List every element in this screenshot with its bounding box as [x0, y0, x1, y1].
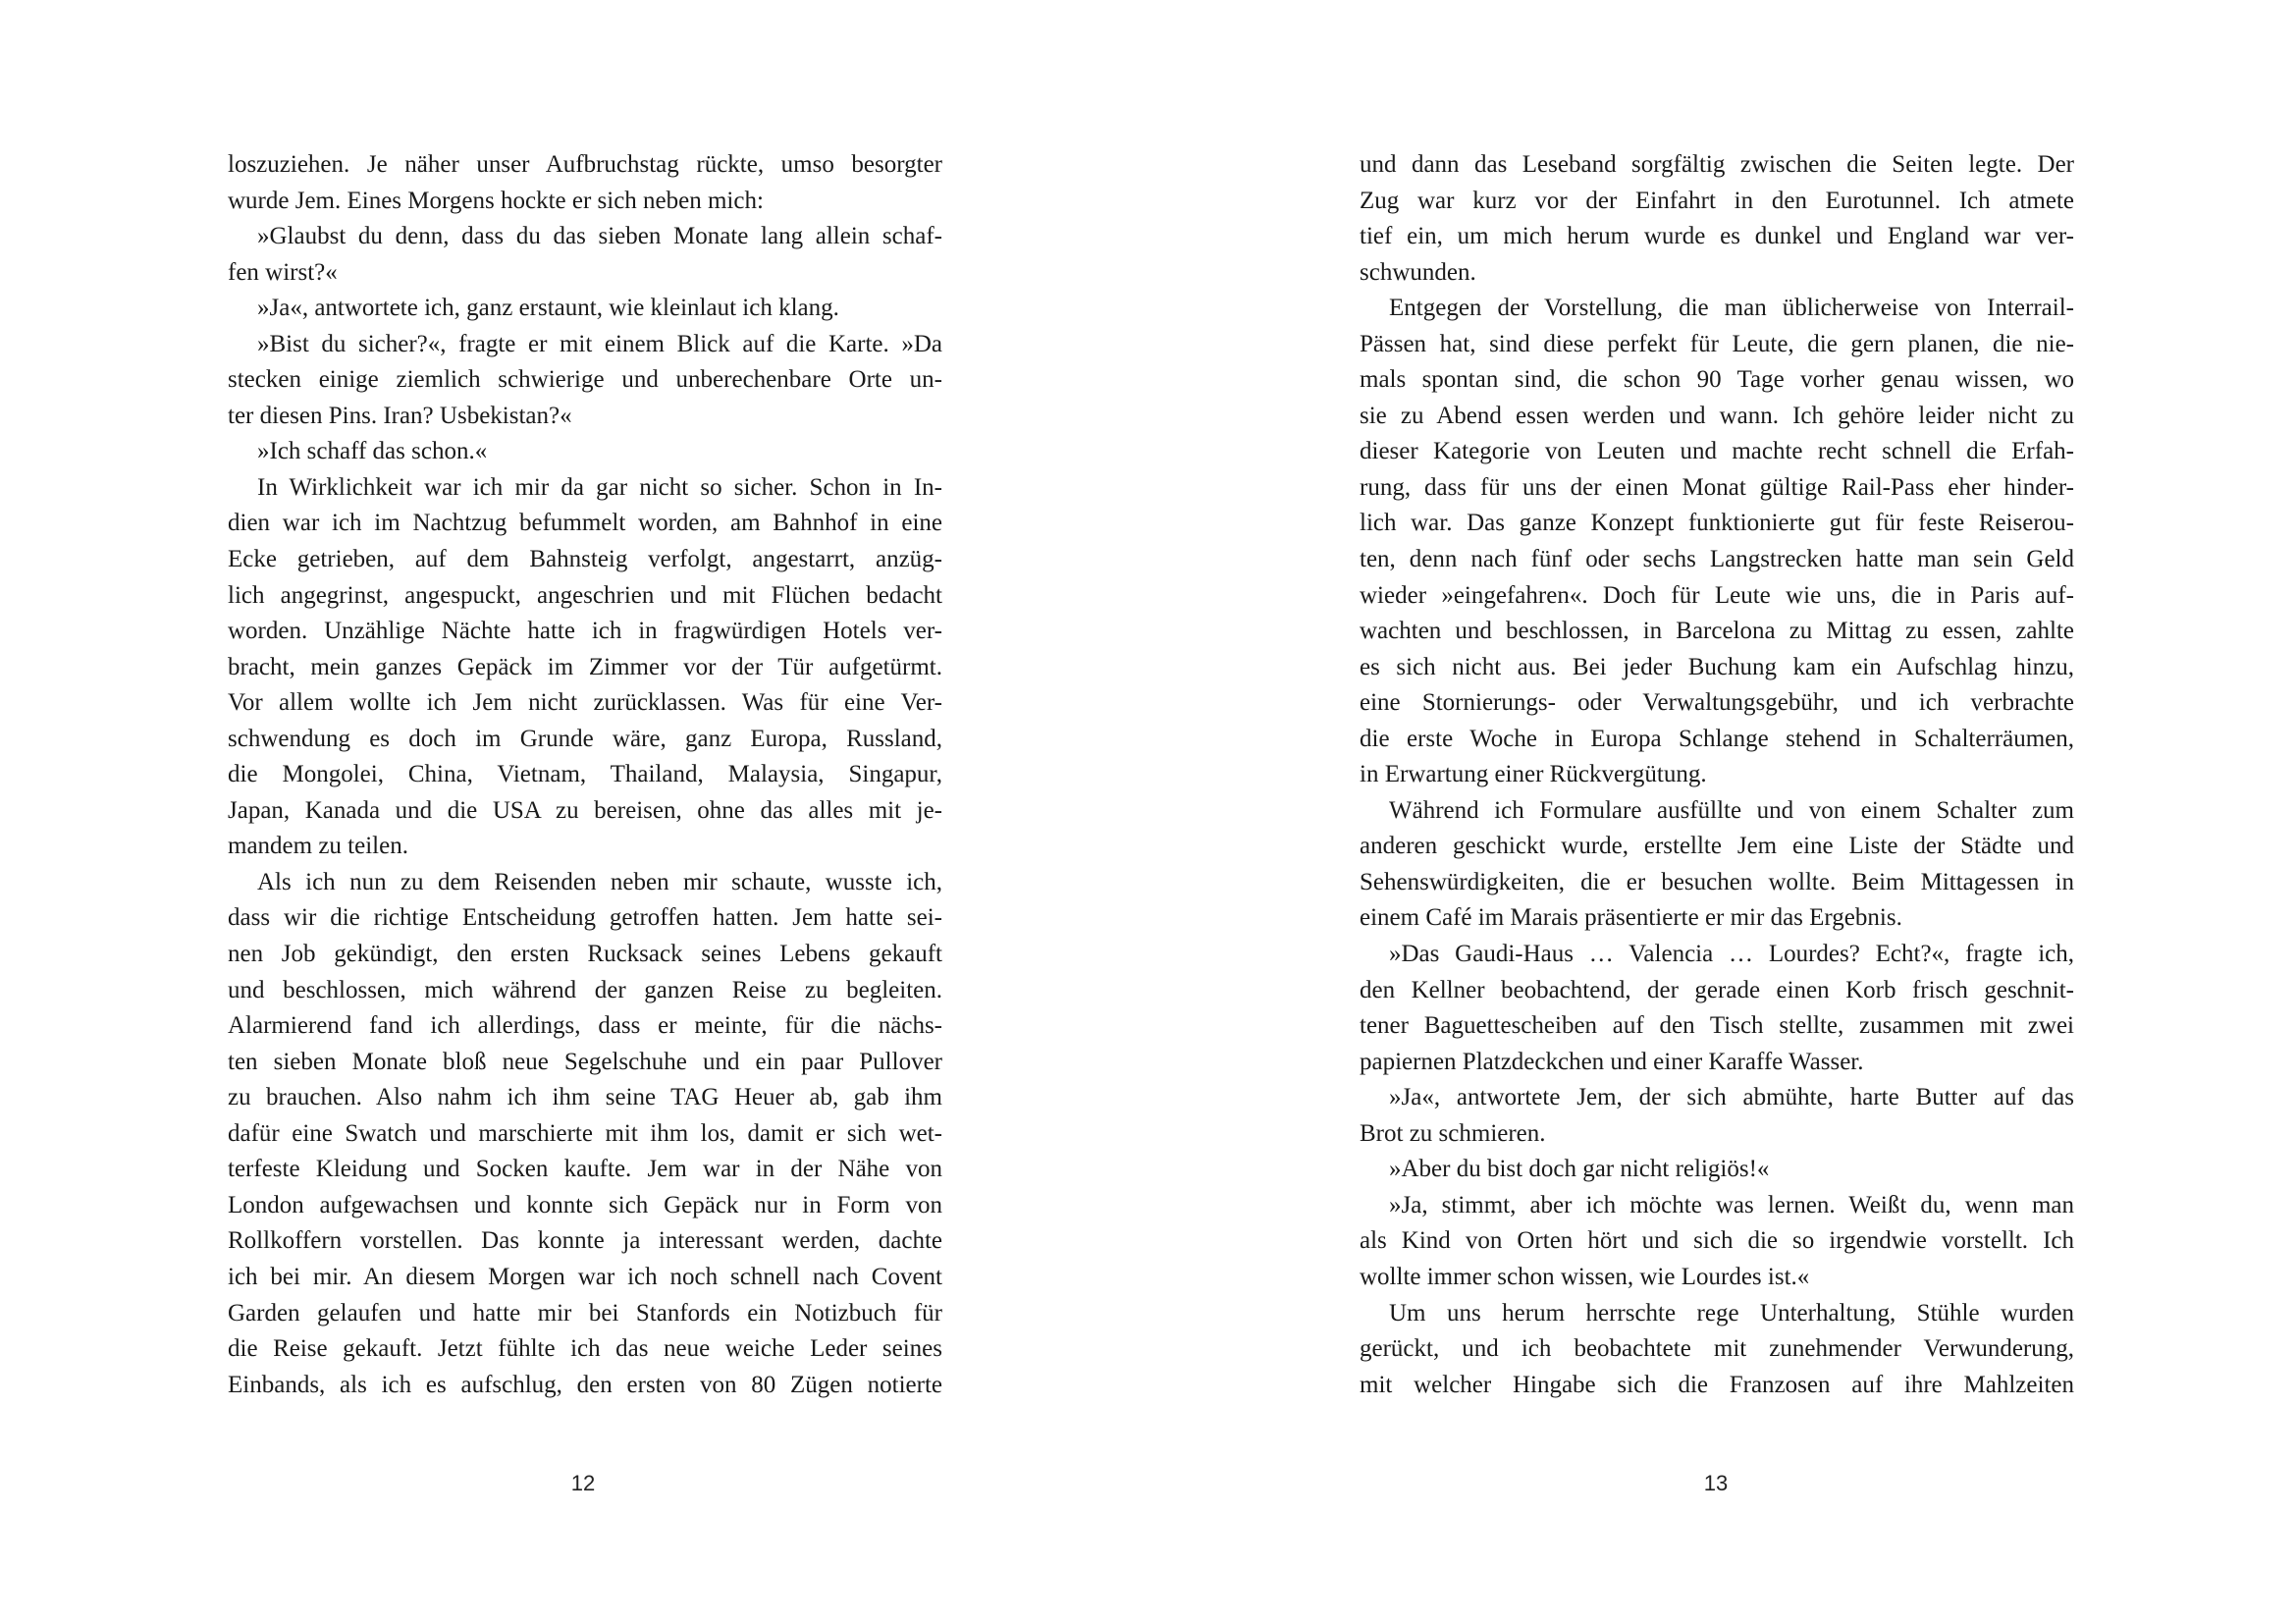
text-line: wurde Jem. Eines Morgens hockte er sich neben mich: [228, 187, 764, 214]
text-line: Japan, Kanada und die USA zu bereisen, ohne das alles mit je- [228, 796, 942, 824]
text-line: wollte immer schon wissen, wie Lourdes ist.« [1360, 1263, 1810, 1290]
text-line: dien war ich im Nachtzug befummelt worden, am Bahnhof in eine [228, 510, 942, 537]
text-line: dieser Kategorie von Leuten und machte recht schnell die Erfah- [1360, 438, 2074, 465]
text-line: die Mongolei, China, Vietnam, Thailand, Malaysia, Singapur, [228, 761, 942, 788]
text-line: und dann das Leseband sorgfältig zwischen die Seiten legte. Der [1360, 151, 2074, 178]
text-line: ter diesen Pins. Iran? Usbekistan?« [228, 402, 572, 429]
text-line: mals spontan sind, die schon 90 Tage vorher genau wissen, wo [1360, 366, 2074, 394]
text-line: eine Stornierungs- oder Verwaltungsgebühr, und ich verbrachte [1360, 689, 2074, 717]
text-line: lich angegrinst, angespuckt, angeschrien und mit Flüchen bedacht [228, 581, 942, 609]
text-line: bracht, mein ganzes Gepäck im Zimmer vor der Tür aufgetürmt. [228, 653, 942, 680]
text-line: loszuziehen. Je näher unser Aufbruchstag rückte, umso besorgter [228, 151, 942, 178]
text-line: ten, denn nach fünf oder sechs Langstrecken hatte man sein Geld [1360, 546, 2074, 573]
text-line: ich bei mir. An diesem Morgen war ich noch schnell nach Covent [228, 1263, 942, 1290]
text-line: nen Job gekündigt, den ersten Rucksack seines Lebens gekauft [228, 941, 942, 968]
text-line: und beschlossen, mich während der ganzen Reise zu begleiten. [228, 976, 942, 1003]
text-line: dafür eine Swatch und marschierte mit ihm los, damit er sich wet- [228, 1119, 942, 1147]
text-line: tief ein, um mich herum wurde es dunkel und England war ver- [1360, 223, 2074, 250]
text-line: in Erwartung einer Rückvergütung. [1360, 761, 1707, 788]
text-line: ten sieben Monate bloß neue Segelschuhe und ein paar Pullover [228, 1048, 942, 1075]
text-line: Brot zu schmieren. [1360, 1119, 1546, 1147]
text-line: Als ich nun zu dem Reisenden neben mir schaute, wusste ich, [257, 868, 942, 895]
text-line: Rollkoffern vorstellen. Das konnte ja interessant werden, dachte [228, 1227, 942, 1255]
text-line: wieder »eingefahren«. Doch für Leute wie uns, die in Paris auf- [1360, 581, 2074, 609]
text-line: Alarmierend fand ich allerdings, dass er meinte, für die nächs- [228, 1012, 942, 1040]
text-line: einem Café im Marais präsentierte er mir das Ergebnis. [1360, 904, 1902, 932]
text-line: wachten und beschlossen, in Barcelona zu Mittag zu essen, zahlte [1360, 618, 2074, 645]
text-line: den Kellner beobachtend, der gerade einen Korb frisch geschnit- [1360, 976, 2074, 1003]
text-line: lich war. Das ganze Konzept funktionierte gut für feste Reiserou- [1360, 510, 2074, 537]
text-line: worden. Unzählige Nächte hatte ich in fragwürdigen Hotels ver- [228, 618, 942, 645]
text-line: es sich nicht aus. Bei jeder Buchung kam ein Aufschlag hinzu, [1360, 653, 2074, 680]
text-line: Einbands, als ich es aufschlug, den ersten von 80 Zügen notierte [228, 1371, 942, 1398]
text-line: gerückt, und ich beobachtete mit zunehmender Verwunderung, [1360, 1335, 2074, 1363]
text-line: Um uns herum herrschte rege Unterhaltung, Stühle wurden [1389, 1299, 2074, 1326]
text-line: mit welcher Hingabe sich die Franzosen auf ihre Mahlzeiten [1360, 1371, 2074, 1398]
text-line: In Wirklichkeit war ich mir da gar nicht so sicher. Schon in In- [257, 473, 942, 501]
text-line: Ecke getrieben, auf dem Bahnsteig verfolgt, angestarrt, anzüg- [228, 546, 942, 573]
text-line: papiernen Platzdeckchen und einer Karaffe Wasser. [1360, 1048, 1864, 1075]
right-page-text [1360, 147, 2074, 1403]
text-line: Sehenswürdigkeiten, die er besuchen wollte. Beim Mittagessen in [1360, 868, 2074, 895]
text-line: »Glaubst du denn, dass du das sieben Monate lang allein schaf- [257, 223, 942, 250]
text-line: Während ich Formulare ausfüllte und von einem Schalter zum [1389, 796, 2074, 824]
text-line: »Ja«, antwortete ich, ganz erstaunt, wie kleinlaut ich klang. [257, 295, 839, 322]
text-line: »Ja, stimmt, aber ich möchte was lernen. Weißt du, wenn man [1389, 1191, 2074, 1218]
text-line: Zug war kurz vor der Einfahrt in den Eurotunnel. Ich atmete [1360, 187, 2074, 214]
text-line: zu brauchen. Also nahm ich ihm seine TAG Heuer ab, gab ihm [228, 1084, 942, 1111]
text-line: fen wirst?« [228, 258, 338, 286]
text-line: Vor allem wollte ich Jem nicht zurücklassen. Was für eine Ver- [228, 689, 942, 717]
text-line: »Das Gaudi-Haus … Valencia … Lourdes? Echt?«, fragte ich, [1389, 941, 2074, 968]
text-line: tener Baguettescheiben auf den Tisch stellte, zusammen mit zwei [1360, 1012, 2074, 1040]
text-line: stecken einige ziemlich schwierige und unberechenbare Orte un- [228, 366, 942, 394]
text-line: schwendung es doch im Grunde wäre, ganz Europa, Russland, [228, 725, 942, 752]
text-line: sie zu Abend essen werden und wann. Ich gehöre leider nicht zu [1360, 402, 2074, 429]
text-line: Pässen hat, sind diese perfekt für Leute, die gern planen, die nie- [1360, 330, 2074, 357]
text-line: dass wir die richtige Entscheidung getroffen hatten. Jem hatte sei- [228, 904, 942, 932]
text-line: London aufgewachsen und konnte sich Gepäck nur in Form von [228, 1191, 942, 1218]
text-line: »Aber du bist doch gar nicht religiös!« [1389, 1156, 1770, 1183]
text-line: Garden gelaufen und hatte mir bei Stanfords ein Notizbuch für [228, 1299, 942, 1326]
text-line: »Ja«, antwortete Jem, der sich abmühte, harte Butter auf das [1389, 1084, 2074, 1111]
text-line: mandem zu teilen. [228, 833, 408, 860]
text-line: Entgegen der Vorstellung, die man üblicherweise von Interrail- [1389, 295, 2074, 322]
text-line: die erste Woche in Europa Schlange stehend in Schalterräumen, [1360, 725, 2074, 752]
text-line: schwunden. [1360, 258, 1476, 286]
left-page-text [228, 147, 942, 1403]
page-number: 12 [570, 1471, 596, 1495]
right-page [1148, 0, 2295, 1624]
text-line: rung, dass für uns der einen Monat gültige Rail-Pass eher hinder- [1360, 473, 2074, 501]
text-line: terfeste Kleidung und Socken kaufte. Jem war in der Nähe von [228, 1156, 942, 1183]
text-line: »Ich schaff das schon.« [257, 438, 488, 465]
text-line: »Bist du sicher?«, fragte er mit einem Blick auf die Karte. »Da [257, 330, 942, 357]
text-line: als Kind von Orten hört und sich die so irgendwie vorstellt. Ich [1360, 1227, 2074, 1255]
text-line: anderen geschickt wurde, erstellte Jem eine Liste der Städte und [1360, 833, 2074, 860]
page-number: 13 [1703, 1471, 1729, 1495]
text-line: die Reise gekauft. Jetzt fühlte ich das neue weiche Leder seines [228, 1335, 942, 1363]
